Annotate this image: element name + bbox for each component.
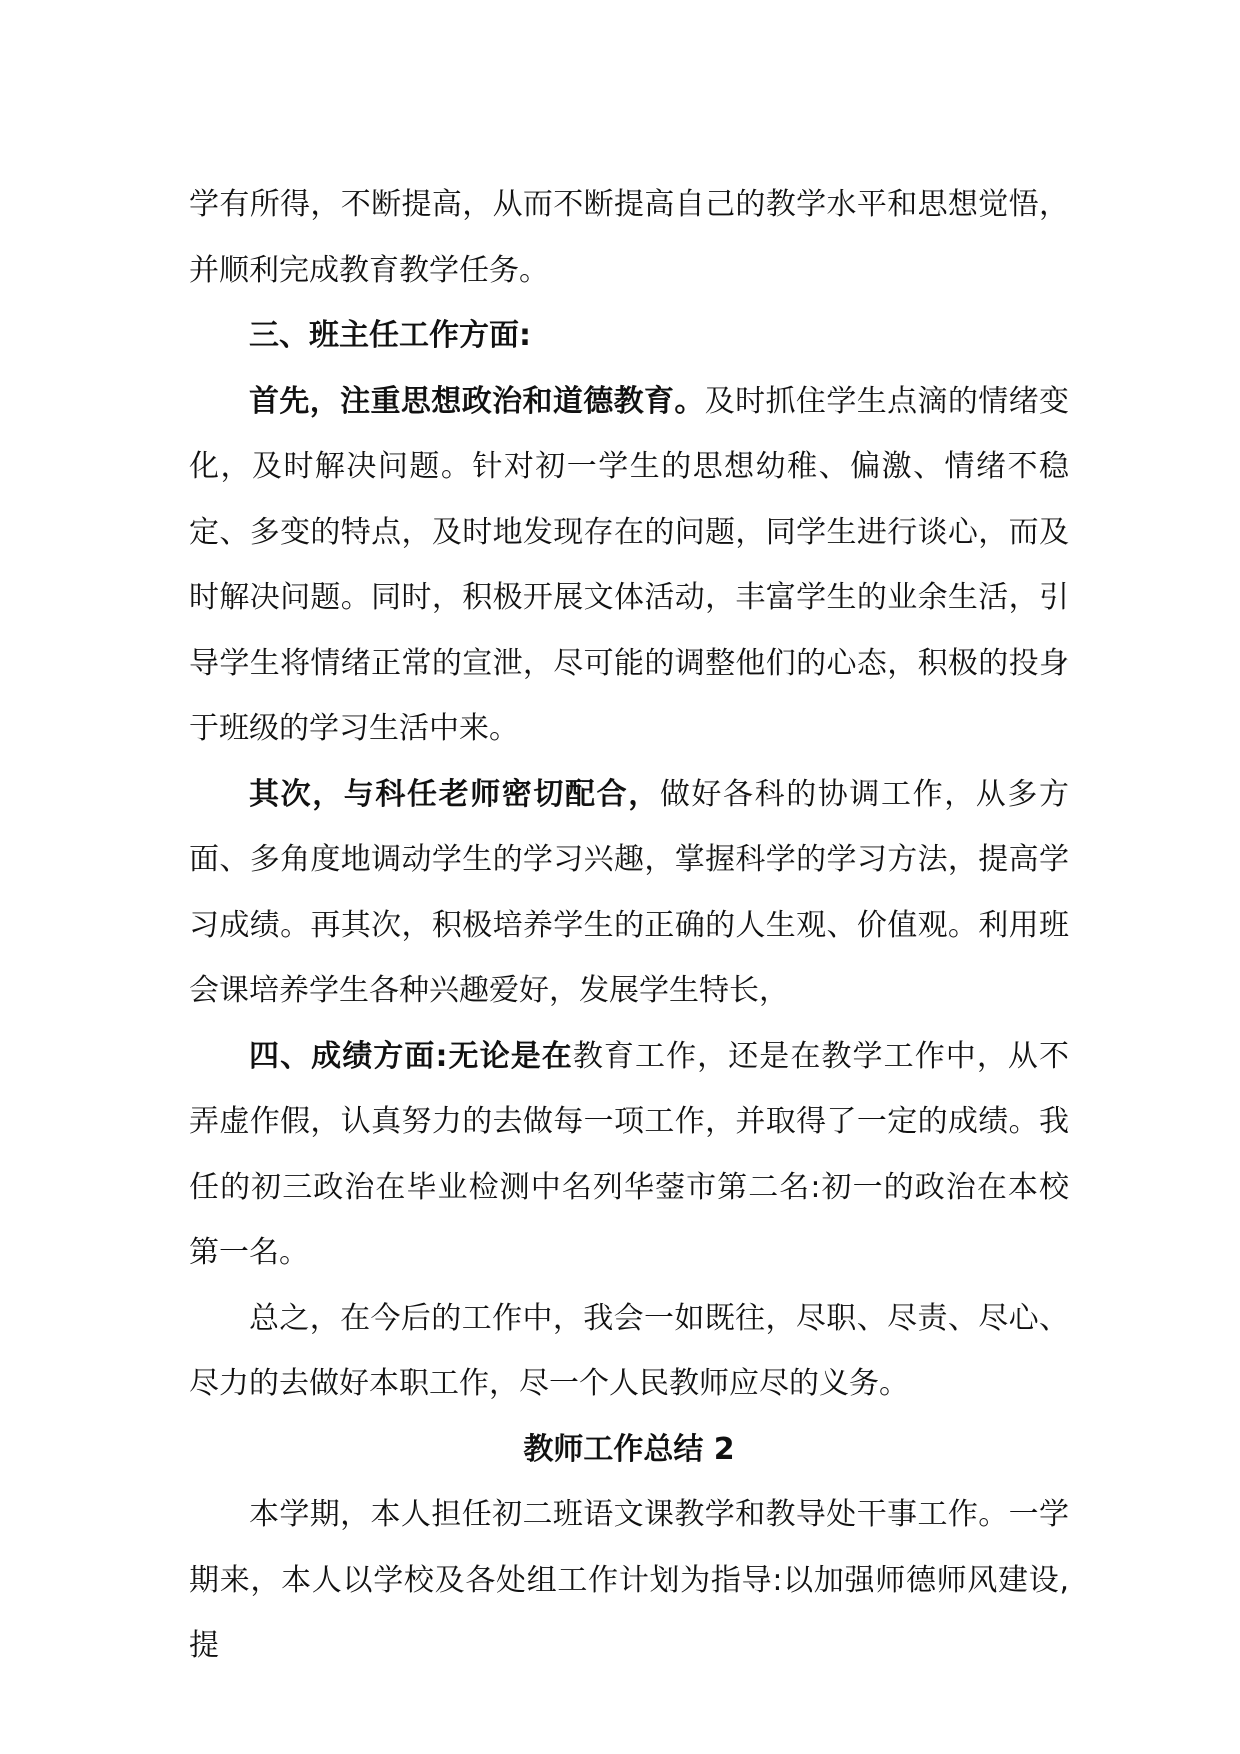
paragraph-lead-bold: 其次，与科任老师密切配合， (249, 776, 660, 812)
paragraph-conclusion (189, 1286, 1069, 1417)
paragraph-text: 总之，在今后的工作中，我会一如既往，尽职、尽责、尽心、尽力的去做好本职工作，尽一个人民教师应尽的义务。 (189, 1300, 1069, 1401)
paragraph-text: 学有所得，不断提高，从而不断提高自己的教学水平和思想觉悟，并顺利完成教育教学任务。 (189, 187, 1069, 288)
paragraph-text: 本学期，本人担任初二班语文课教学和教导处干事工作。一学期来，本人以学校及各处组工作计划为指导:以加强师德师风建设,提 (189, 1497, 1069, 1663)
section-title (189, 1417, 1069, 1483)
section-heading-class-teacher (189, 303, 1069, 369)
document-body (189, 172, 1069, 1679)
paragraph-text: 做好各科的协调工作，从多方面、多角度地调动学生的学习兴趣，掌握科学的学习方法，提高学习成绩。再其次，积极培养学生的正确的人生观、价值观。利用班会课培养学生各种兴趣爱好，发展学生特长， (189, 776, 1070, 1008)
section-title-text: 教师工作总结 2 (523, 1431, 735, 1467)
paragraph-teacher-cooperation (189, 762, 1069, 1024)
paragraph-moral-education (189, 369, 1069, 762)
paragraph-lead-bold: 四、成绩方面:无论是在 (249, 1038, 573, 1074)
paragraph-achievements (189, 1024, 1069, 1286)
section-heading-text: 三、班主任工作方面: (249, 318, 531, 353)
paragraph-continuation (189, 172, 1069, 303)
paragraph-text: 教育工作，还是在教学工作中，从不弄虚作假，认真努力的去做每一项工作，并取得了一定的成绩。我任的初三政治在毕业检测中名列华蓥市第二名:初一的政治在本校第一名。 (189, 1038, 1069, 1270)
paragraph-lead-bold: 首先，注重思想政治和道德教育。 (249, 383, 705, 419)
paragraph-semester-intro (189, 1482, 1069, 1679)
paragraph-text: 及时抓住学生点滴的情绪变化，及时解决问题。针对初一学生的思想幼稚、偏激、情绪不稳定、多变的特点，及时地发现存在的问题，同学生进行谈心，而及时解决问题。同时，积极开展文体活动，丰富学生的业余生活，引导学生将情绪正常的宣泄，尽可能的调整他们的心态，积极的投身于班级的学习生活中来。 (189, 383, 1070, 746)
